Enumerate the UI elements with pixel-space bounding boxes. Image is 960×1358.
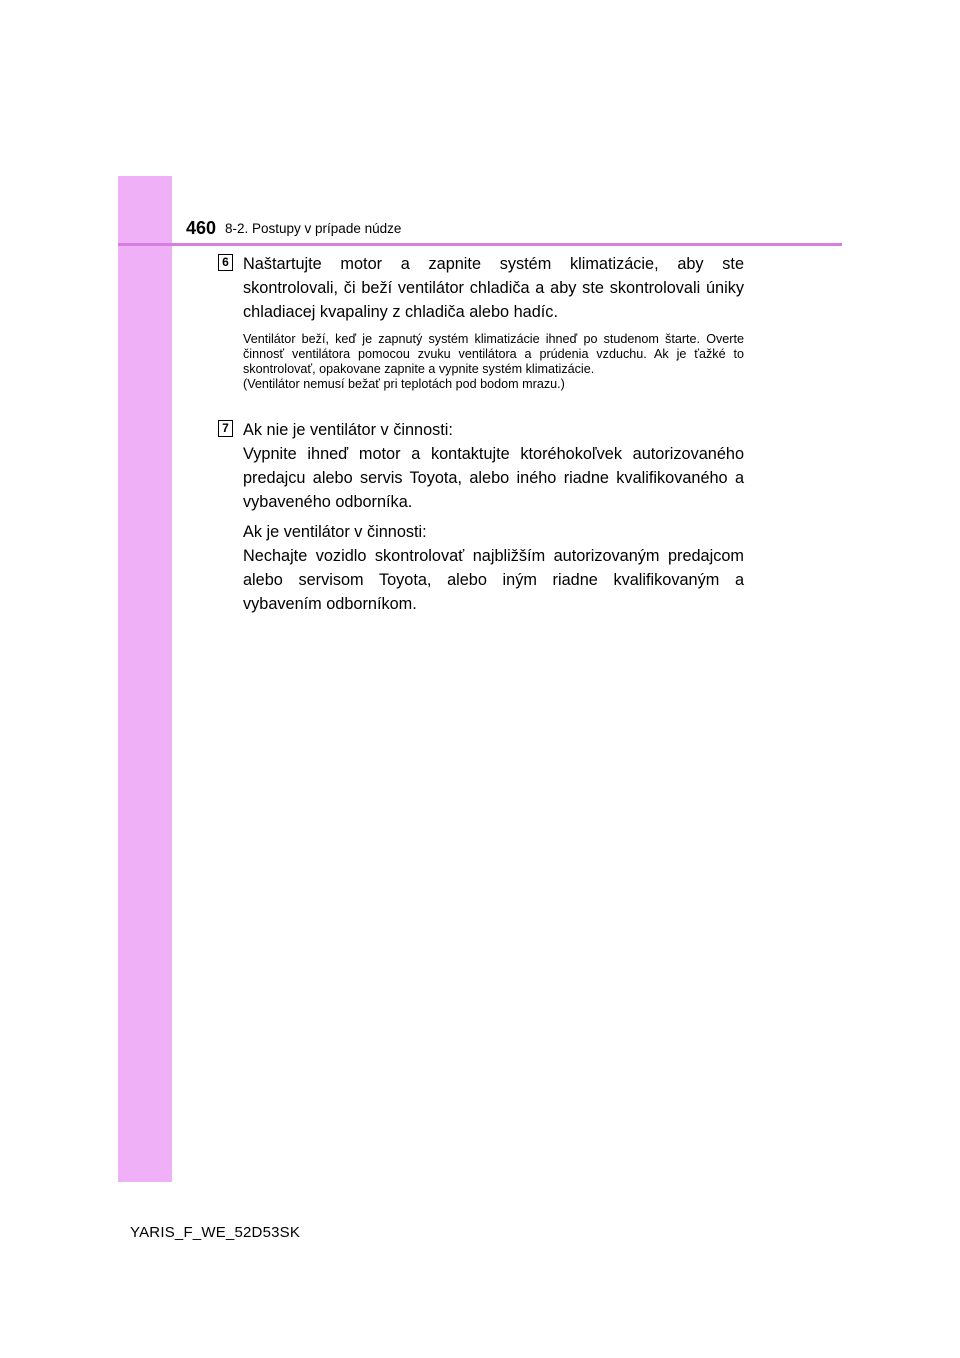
step-7 — [218, 418, 744, 616]
document-code: YARIS_F_WE_52D53SK — [130, 1224, 301, 1241]
step-number-badge: 6 — [218, 254, 233, 271]
step-6 — [218, 252, 744, 392]
condition-heading: Ak je ventilátor v činnosti: — [243, 523, 427, 541]
step-body — [243, 418, 744, 616]
condition-block-fan-on — [243, 520, 744, 616]
page-number: 460 — [186, 218, 217, 238]
step-body — [243, 252, 744, 392]
condition-action: Nechajte vozidlo skontrolovať najbližším autorizovaným predajcom alebo servisom Toyota, alebo iným riadne kvalifikovaným a vybavením odborníkom. — [243, 547, 744, 613]
step-instruction: Naštartujte motor a zapnite systém klimatizácie, aby ste skontrolovali, či beží ventilátor chladiča a aby ste skontrolovali úniky chladiacej kvapaliny z chladiča alebo hadíc. — [243, 255, 744, 321]
condition-block-fan-off — [243, 418, 744, 514]
step-number-badge: 7 — [218, 420, 233, 437]
note-extra-text: (Ventilátor nemusí bežať pri teplotách pod bodom mrazu.) — [243, 377, 565, 391]
condition-heading: Ak nie je ventilátor v činnosti: — [243, 421, 453, 439]
section-title: 8-2. Postupy v prípade núdze — [225, 221, 402, 236]
condition-action: Vypnite ihneď motor a kontaktujte ktoréhokoľvek autorizovaného predajcu alebo servis Toyota, alebo iného riadne kvalifikovaného a vybaveného odborníka. — [243, 445, 744, 511]
note-text: Ventilátor beží, keď je zapnutý systém klimatizácie ihneď po studenom štarte. Overte činnosť ventilátora pomocou zvuku ventilátora a prúdenia vzduchu. Ak je ťažké to skontrolovať, opakovane zapnite a vypnite systém klimatizácie. — [243, 332, 744, 376]
header-rule — [118, 243, 842, 246]
chapter-side-band — [118, 176, 172, 1182]
step-note — [243, 332, 744, 392]
page-header — [118, 176, 842, 246]
